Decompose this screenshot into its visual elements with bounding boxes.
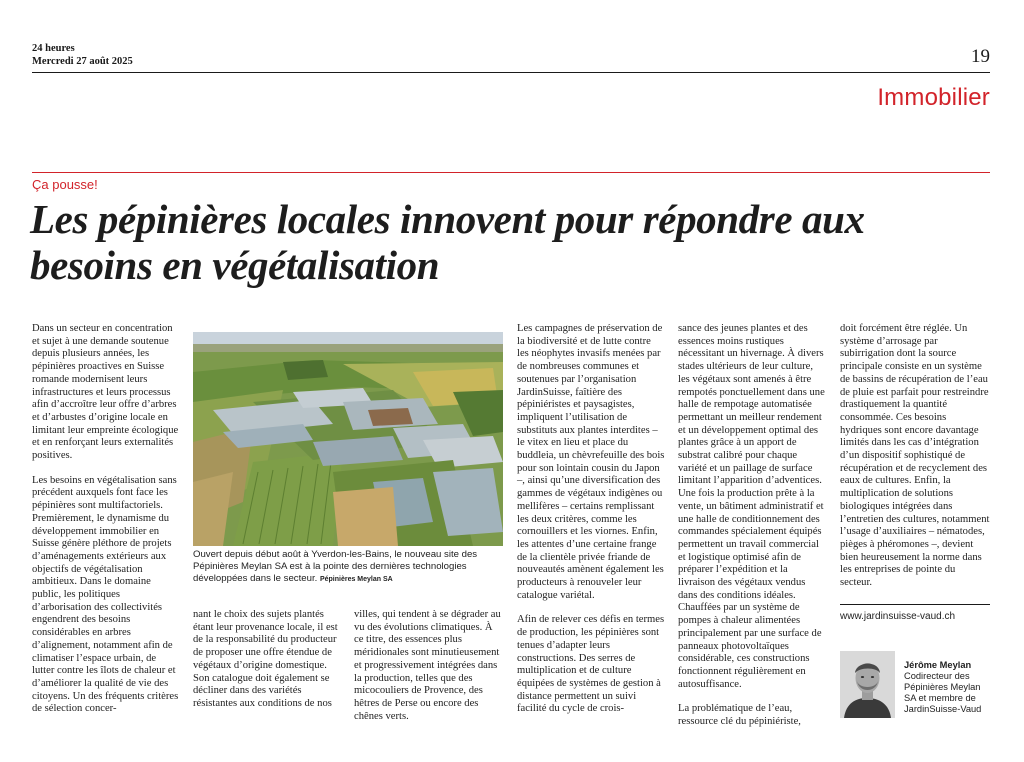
paragraph: sance des jeunes plantes et des essences moins rustiques nécessitant un hivernage. À divers stades ultérieurs de leur culture, les végétaux sont amenés à être rempotés ponctuellement dans une halle de rempotage automatisée permettant un meilleur rendement et un développement optimal des plantes grâce à un apport de substrat calibré pour chaque variété et un paillage de surface limitant l’apparition d’adventices. Une fois la production prête à la vente, un bâtiment administratif et une halle de conditionnement des commandes spécialement équipés permettent un travail commercial et logistique optimisé afin de préparer l’expédition et la livraison des végétaux vendus dans des conditions idéales. Chauffées par un système de pompes à chaleur alimentées principalement par une surface de panneaux photovoltaïques considérable, ces constructions fonctionnent régulièrement en autosuffisance. (678, 323, 825, 690)
photo-credit: Pépinières Meylan SA (319, 575, 393, 583)
paragraph: Les campagnes de préservation de la biodiversité et de lutte contre les néophytes invasifs menées par de nombreuses communes et soutenues par l’organisation JardinSuisse, faîtière des pépiniéristes et paysagistes, impliquent l’utilisation de substituts aux plantes interdites – le vitex en lieu et place du buddleia, un chèvrefeuille des bois pour son lointain cousin du Japon –, ainsi qu’une diversification des gammes de végétaux indigènes ou mellifères – certains remplissant les deux critères, comme les cornouillers et les viornes. Enfin, les attentes d’une certaine frange de la clientèle privée friande de nouveautés amènent également les producteurs à renouveler leur catalogue variétal. (517, 323, 665, 601)
article-column-5 (678, 323, 826, 729)
paragraph: nant le choix des sujets plantés étant leur provenance locale, il est de la responsabilité du producteur de proposer une offre étendue de végétaux d’origine domestique. Son catalogue doit également se décliner dans des variétés résistantes aux conditions de nos (193, 609, 338, 709)
top-divider (32, 72, 990, 73)
paragraph: Afin de relever ces défis en termes de production, les pépinières sont tenues d’adapter leurs constructions. Des serres de multiplication et de culture équipées de systèmes de gestion à distance permettent un suivi facilité du cycle de crois- (517, 614, 665, 715)
article-column-4 (517, 323, 665, 716)
page-number: 19 (971, 46, 990, 67)
article-headline: Les pépinières locales innovent pour répondre aux besoins en végétalisation (30, 196, 865, 288)
publication-date: Mercredi 27 août 2025 (32, 56, 133, 67)
aerial-nursery-photo (193, 332, 503, 546)
section-title: Immobilier (877, 84, 990, 111)
author-role: Codirecteur des Pépinières Meylan SA et membre de JardinSuisse-Vaud (904, 671, 982, 714)
author-block (904, 660, 994, 715)
article-column-2 (193, 609, 341, 711)
paragraph: villes, qui tendent à se dégrader au vu des évolutions climatiques. À ce titre, des essences plus méridionales sont minutieusement et progressivement intégrées dans la production, telles que des micocouliers de Provence, des hêtres de Perse ou encore des chênes verts. (354, 609, 501, 722)
paragraph: Dans un secteur en concentration et sujet à une demande soutenue depuis plusieurs années, les pépinières proactives en Suisse romande modernisent leurs infrastructures et leurs processus afin d’accroître leur offre d’arbres et d’arbustes d’origine locale en limitant leur empreinte écologique et en renforçant leurs externalités positives. (32, 323, 179, 462)
article-kicker: Ça pousse! (32, 177, 98, 192)
paragraph: Les besoins en végétalisation sans précédent auxquels font face les pépinières sont multifactoriels. Premièrement, le dynamisme du développement immobilier en Suisse génère pléthore de projets d’aménagements extérieurs aux objectifs de végétalisation ambitieux. Dans le domaine public, les politiques d’arborisation des collectivités engendrent des besoins considérables en arbres d’alignement, notamment afin de climatiser l’espace urbain, de lutter contre les îlots de chaleur et d’améliorer la qualité de vie des citoyens. Un des fréquents critères de sélection concer- (32, 474, 179, 715)
article-column-3 (354, 609, 502, 723)
caption-text: Ouvert depuis début août à Yverdon-les-Bains, le nouveau site des Pépinières Meylan SA est à la pointe des dernières technologies développées dans le secteur. (193, 549, 478, 584)
author-name: Jérôme Meylan (904, 660, 972, 670)
paragraph: doit forcément être réglée. Un système d’arrosage par subirrigation dont la source principale consiste en un système de bassins de récupération de l’eau de pluie est parfait pour restreindre drastiquement la quantité consommée. Ces besoins hydriques sont encore davantage limités dans les cas d’intégration d’un dispositif sophistiqué de récupération et de recyclement des eaux de cultures. Enfin, la multiplication de solutions biologiques intégrées dans l’entretien des cultures, notamment l’usage d’auxiliaires – nématodes, pièges à phéromones –, devient bien heureusement la norme dans les entreprises de pointe du secteur. (840, 323, 990, 589)
publication-name: 24 heures (32, 43, 75, 54)
section-divider (32, 172, 990, 173)
website-link[interactable]: www.jardinsuisse-vaud.ch (840, 611, 956, 622)
article-column-1 (32, 323, 180, 716)
author-portrait (840, 651, 895, 718)
website-divider (840, 604, 990, 605)
paragraph: La problématique de l’eau, ressource clé du pépiniériste, (678, 703, 801, 728)
article-column-6 (840, 323, 990, 590)
photo-caption (193, 549, 503, 585)
